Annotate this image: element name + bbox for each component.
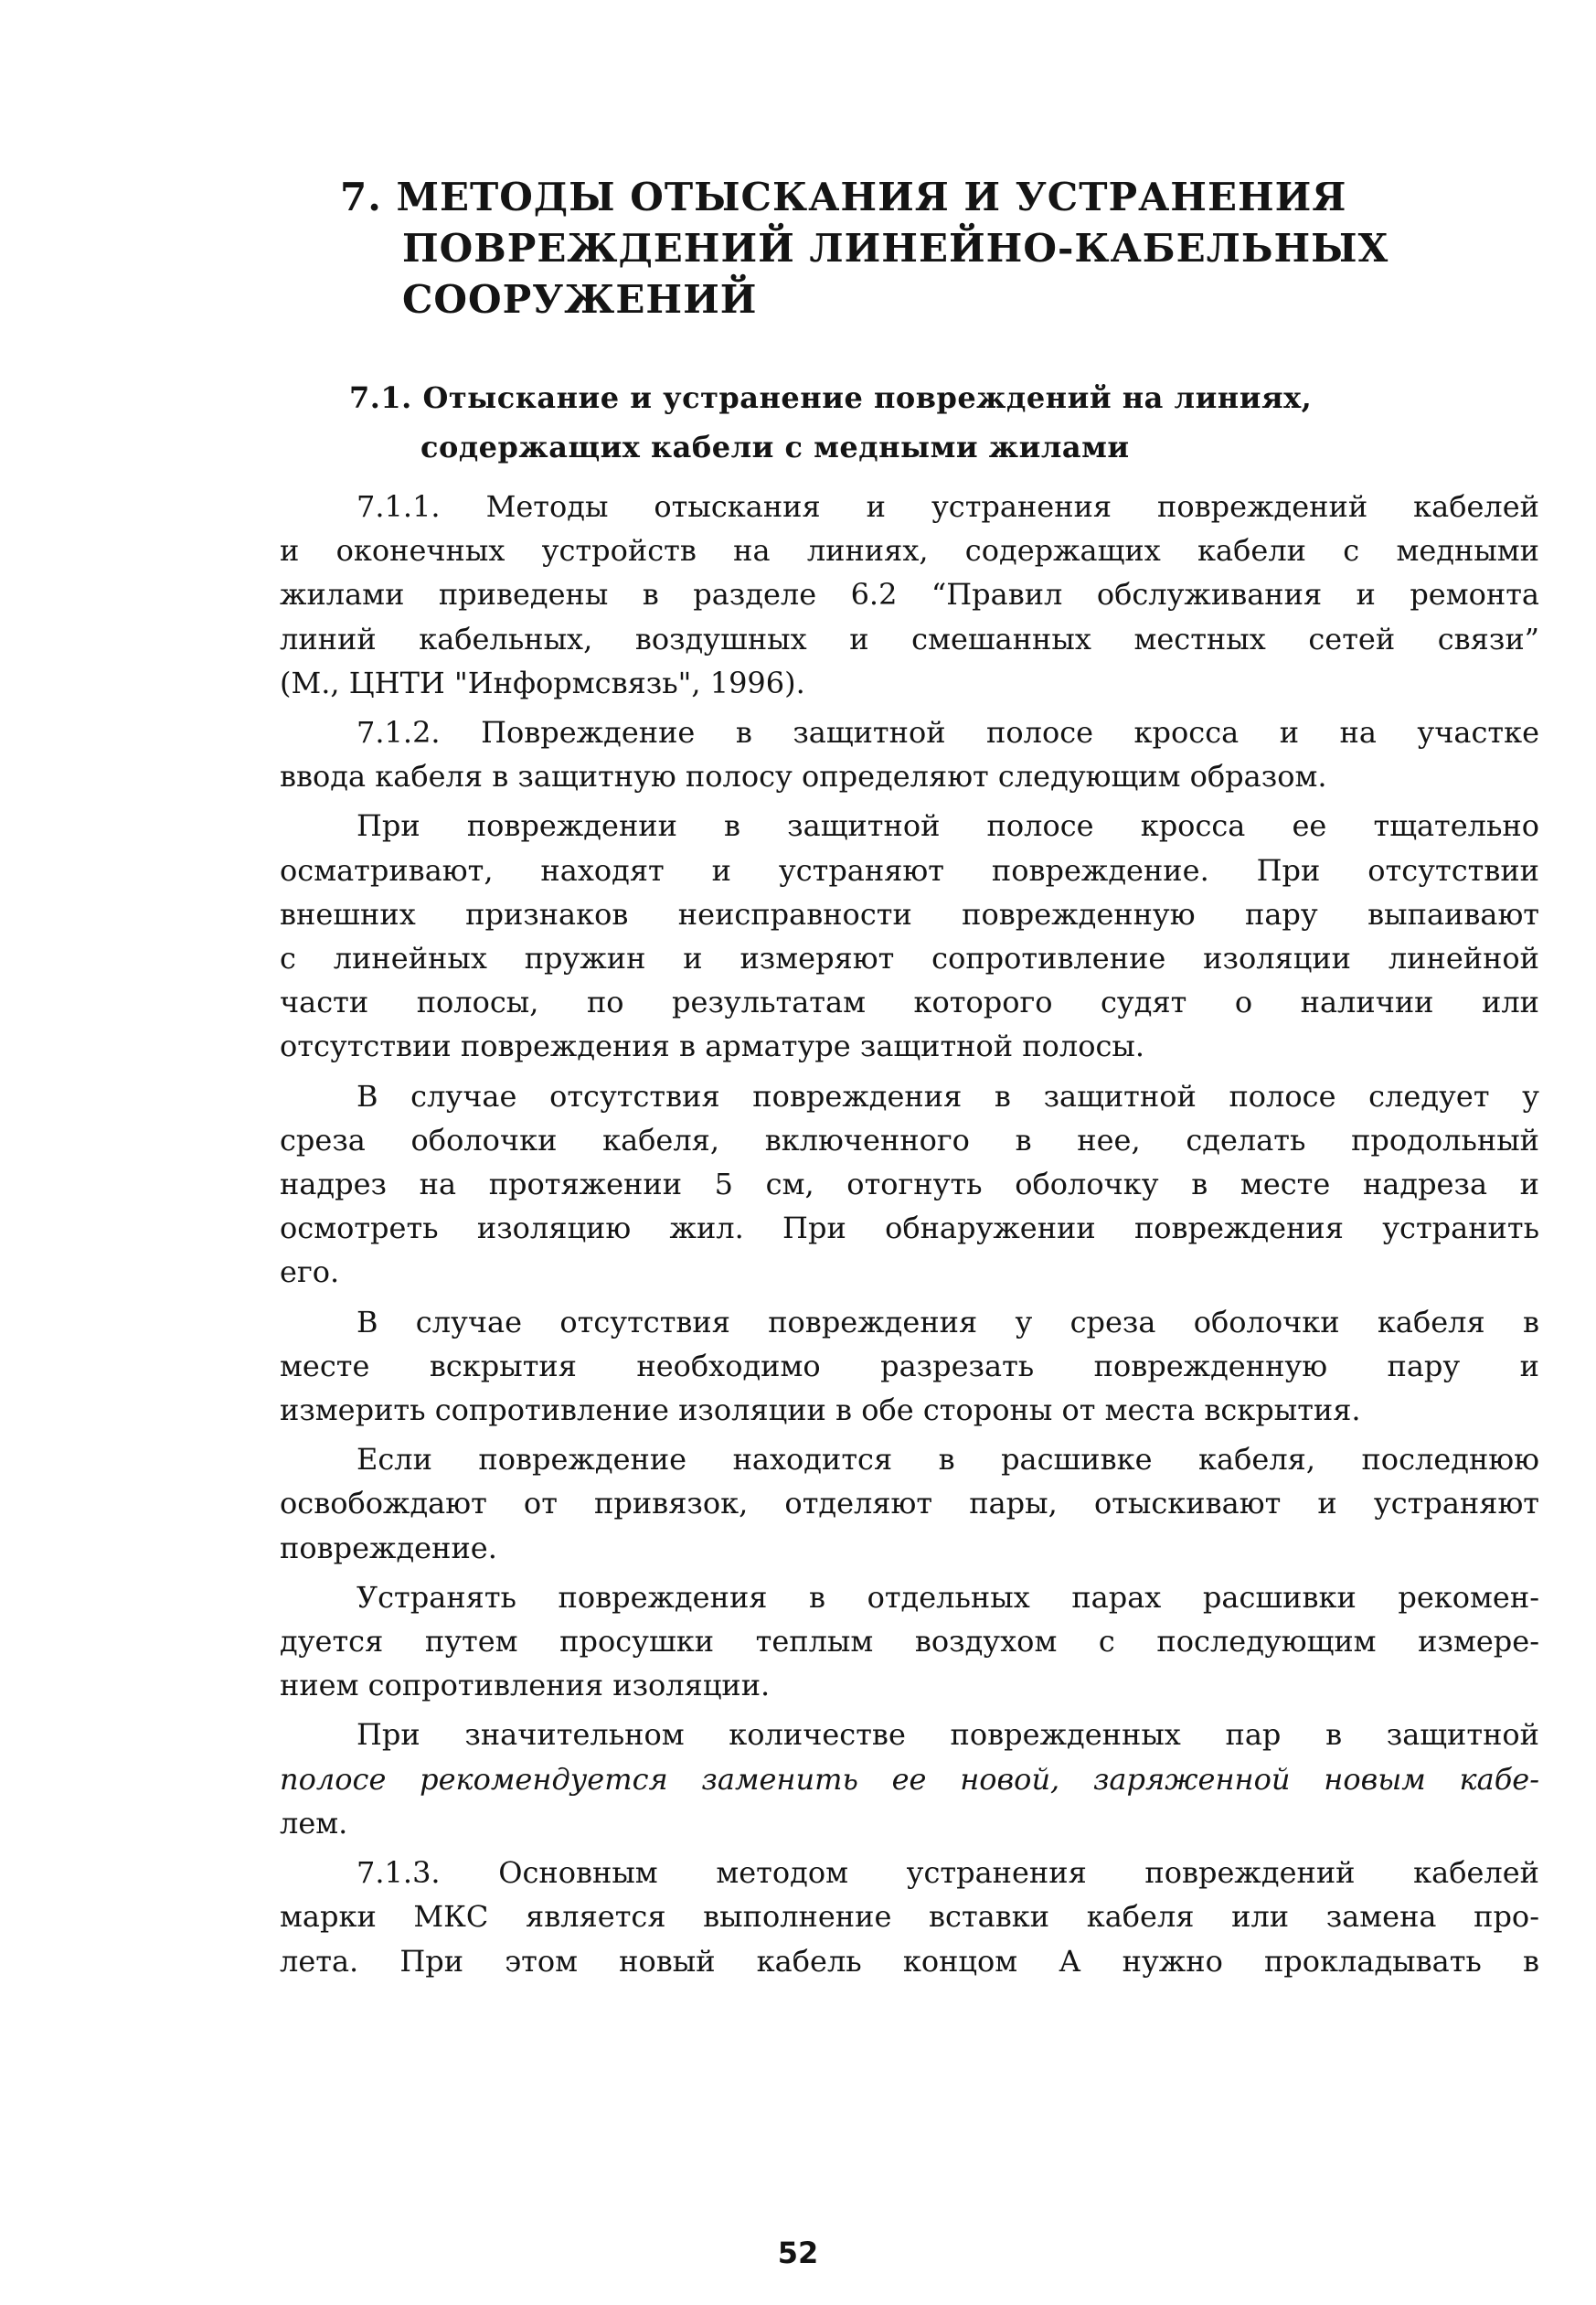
text-line: 7.1.2. Повреждение в защитной полосе кросса и на участке <box>356 715 1539 751</box>
text-line: повреждение. <box>280 1530 497 1565</box>
section-title-line: 7.1. Отыскание и устранение повреждений на линиях, <box>349 380 1313 415</box>
text-line: его. <box>280 1254 340 1290</box>
text-line: освобождают от привязок, отделяют пары, отыскивают и устраняют <box>280 1486 1539 1521</box>
paragraph <box>280 1713 1539 1845</box>
text-line: с линейных пружин и измеряют сопротивление изоляции линейной <box>280 941 1539 976</box>
text-line: измерить сопротивление изоляции в обе стороны от места вскрытия. <box>280 1393 1361 1428</box>
text-line: лета. При этом новый кабель концом А нужно прокладывать в <box>280 1943 1539 1979</box>
chapter-title-line: 7. МЕТОДЫ ОТЫСКАНИЯ И УСТРАНЕНИЯ <box>340 175 1347 219</box>
chapter-title-line: СООРУЖЕНИЙ <box>402 277 758 322</box>
section-title <box>349 373 1537 472</box>
text-line: Устранять повреждения в отдельных парах расшивки рекомен- <box>356 1579 1539 1615</box>
paragraph-7-1-2 <box>280 710 1539 798</box>
body-text <box>280 485 1539 1989</box>
chapter-title-line: ПОВРЕЖДЕНИЙ ЛИНЕЙНО-КАБЕЛЬНЫХ <box>402 226 1389 271</box>
text-line: и оконечных устройств на линиях, содержащих кабели с медными <box>280 533 1539 569</box>
text-line: В случае отсутствия повреждения у среза оболочки кабеля в <box>356 1304 1539 1339</box>
paragraph <box>280 1437 1539 1570</box>
text-line: 7.1.1. Методы отыскания и устранения повреждений кабелей <box>356 489 1539 524</box>
paragraph <box>280 1300 1539 1433</box>
text-line: части полосы, по результатам которого судят о наличии или <box>280 985 1539 1020</box>
text-line: отсутствии повреждения в арматуре защитной полосы. <box>280 1029 1145 1064</box>
text-line: Если повреждение находится в расшивке кабеля, последнюю <box>356 1442 1539 1478</box>
page-number: 52 <box>777 2236 819 2270</box>
text-line: 7.1.3. Основным методом устранения повреждений кабелей <box>356 1855 1539 1891</box>
text-line: осматривают, находят и устраняют повреждение. При отсутствии <box>280 852 1539 888</box>
text-line: ввода кабеля в защитную полосу определяют следующим образом. <box>280 759 1327 795</box>
paragraph-7-1-3 <box>280 1851 1539 1983</box>
paragraph-7-1-1 <box>280 485 1539 705</box>
text-line: лем. <box>280 1805 348 1841</box>
text-line: нием сопротивления изоляции. <box>280 1668 771 1703</box>
text-line: дуется путем просушки теплым воздухом с последующим измере- <box>280 1624 1539 1659</box>
text-line: марки МКС является выполнение вставки кабеля или замена про- <box>280 1899 1539 1935</box>
section-title-line: содержащих кабели с медными жилами <box>420 430 1130 464</box>
paragraph <box>280 804 1539 1068</box>
text-line: надрез на протяжении 5 см, отогнуть оболочку в месте надреза и <box>280 1167 1539 1202</box>
text-line: жилами приведены в разделе 6.2 “Правил обслуживания и ремонта <box>280 577 1539 613</box>
text-line: осмотреть изоляцию жил. При обнаружении повреждения устранить <box>280 1211 1539 1246</box>
text-line: При значительном количестве поврежденных пар в защитной <box>356 1717 1539 1753</box>
text-line: В случае отсутствия повреждения в защитной полосе следует у <box>356 1078 1539 1114</box>
text-line: линий кабельных, воздушных и смешанных местных сетей связи” <box>280 621 1539 656</box>
paragraph <box>280 1074 1539 1295</box>
text-line: При повреждении в защитной полосе кросса ее тщательно <box>356 808 1539 844</box>
text-line: (М., ЦНТИ "Информсвязь", 1996). <box>280 665 805 700</box>
text-line: полосе рекомендуется заменить ее новой, заряженной новым кабе- <box>280 1761 1539 1797</box>
chapter-title <box>340 172 1437 325</box>
text-line: среза оболочки кабеля, включенного в нее, сделать продольный <box>280 1122 1539 1158</box>
text-line: внешних признаков неисправности поврежденную пару выпаивают <box>280 896 1539 932</box>
text-line: месте вскрытия необходимо разрезать поврежденную пару и <box>280 1348 1539 1383</box>
paragraph <box>280 1575 1539 1708</box>
